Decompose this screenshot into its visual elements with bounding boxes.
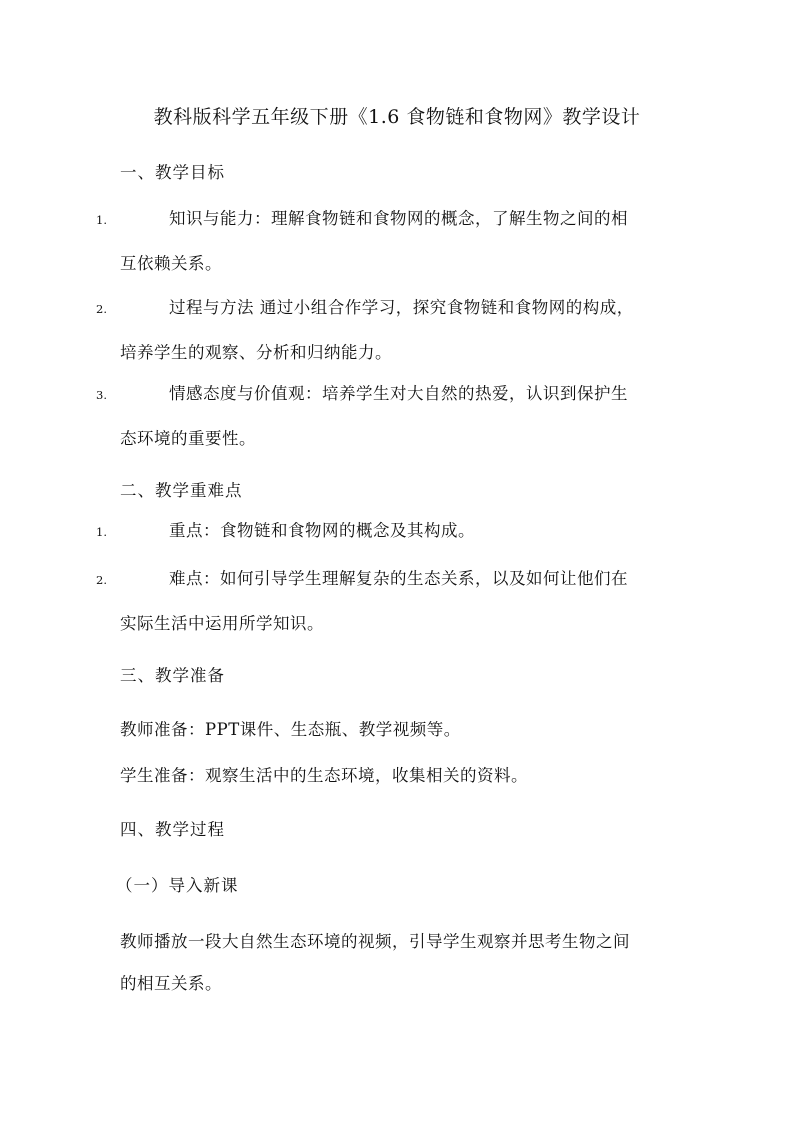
list-item-text: 难点：如何引导学生理解复杂的生态关系，以及如何让他们在: [169, 569, 628, 588]
section-heading-preparation: 三、教学准备: [120, 666, 225, 685]
paragraph-teacher-prep: 教师准备：PPT课件、生态瓶、教学视频等。: [120, 720, 461, 739]
list-item-text-continued: 培养学生的观察、分析和归纳能力。: [120, 343, 392, 362]
paragraph-student-prep: 学生准备：观察生活中的生态环境，收集相关的资料。: [120, 766, 528, 785]
list-number: 3.: [96, 388, 107, 402]
list-item-text-continued: 实际生活中运用所学知识。: [120, 614, 324, 633]
list-item-text: 情感态度与价值观：培养学生对大自然的热爱，认识到保护生: [169, 384, 628, 403]
section-heading-objectives: 一、教学目标: [120, 163, 225, 182]
paragraph-introduction-continued: 的相互关系。: [120, 974, 222, 993]
document-title: 教科版科学五年级下册《1.6 食物链和食物网》教学设计: [153, 106, 641, 128]
list-number: 1.: [96, 525, 107, 539]
list-item-text-continued: 互依赖关系。: [120, 254, 222, 273]
list-item-text: 重点：食物链和食物网的概念及其构成。: [169, 521, 475, 540]
list-number: 1.: [96, 213, 107, 227]
section-heading-key-points: 二、教学重难点: [120, 481, 243, 500]
list-item-text: 知识与能力：理解食物链和食物网的概念，了解生物之间的相: [169, 209, 628, 228]
list-number: 2.: [96, 573, 107, 587]
paragraph-introduction: 教师播放一段大自然生态环境的视频，引导学生观察并思考生物之间: [120, 932, 630, 951]
subheading-introduction: （一）导入新课: [116, 876, 239, 895]
list-item-text: 过程与方法 通过小组合作学习，探究食物链和食物网的构成，: [169, 298, 634, 317]
section-heading-process: 四、教学过程: [120, 820, 225, 839]
list-item-text-continued: 态环境的重要性。: [120, 429, 256, 448]
list-number: 2.: [96, 302, 107, 316]
